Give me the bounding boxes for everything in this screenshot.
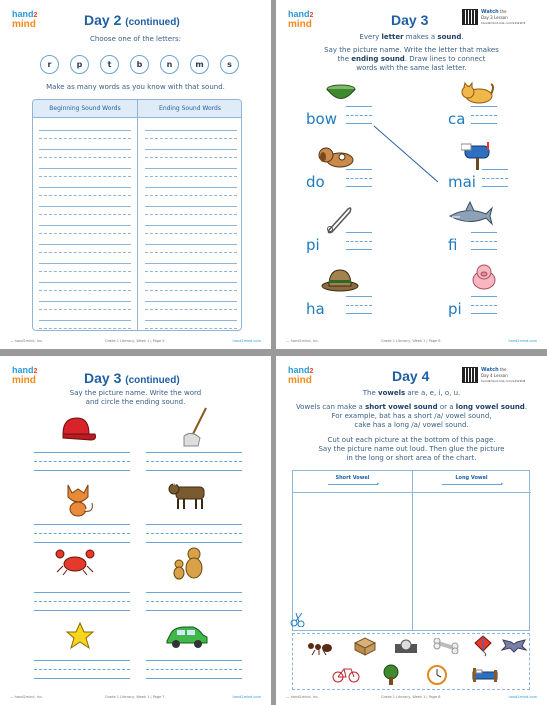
pig-image bbox=[469, 262, 499, 292]
writing-guide-line bbox=[145, 214, 237, 215]
writing-guide-line bbox=[34, 533, 130, 534]
writing-guide-line bbox=[146, 669, 242, 670]
ox-image bbox=[168, 479, 212, 511]
bone-image bbox=[433, 638, 459, 654]
bowl-image bbox=[325, 82, 357, 104]
page-day2-continued bbox=[0, 0, 271, 349]
vowel-sort-chart bbox=[292, 470, 530, 631]
cut-out-pictures bbox=[292, 633, 530, 690]
shark-image bbox=[448, 200, 494, 228]
letter-choice[interactable]: b bbox=[130, 55, 149, 74]
page-title: Day 4 bbox=[392, 368, 430, 384]
writing-line[interactable] bbox=[146, 592, 242, 593]
writing-guide-line bbox=[346, 305, 372, 306]
word-stem: ca bbox=[448, 110, 466, 128]
writing-guide-line bbox=[39, 290, 131, 291]
letter-choice[interactable]: t bbox=[100, 55, 119, 74]
qr-code-icon bbox=[462, 367, 478, 383]
instruction: Choose one of the letters: bbox=[90, 35, 181, 43]
writing-guide-line bbox=[39, 157, 131, 158]
letter-choice[interactable]: r bbox=[40, 55, 59, 74]
column-header: Beginning Sound Words bbox=[33, 100, 137, 118]
word-stem: mai bbox=[448, 173, 476, 191]
instruction: Make as many words as you know with that sound. bbox=[46, 83, 225, 91]
writing-line[interactable] bbox=[39, 187, 131, 188]
writing-line[interactable] bbox=[145, 320, 237, 321]
instruction: Say the picture name out loud. Then glue the picture bbox=[318, 445, 505, 453]
writing-line[interactable] bbox=[39, 130, 131, 131]
writing-line[interactable] bbox=[145, 149, 237, 150]
writing-guide-line bbox=[145, 138, 237, 139]
writing-guide-line bbox=[471, 115, 497, 116]
answer-blank[interactable] bbox=[471, 232, 497, 233]
writing-line[interactable] bbox=[145, 187, 237, 188]
writing-base-line bbox=[34, 542, 130, 543]
hand2mind-logo: hand2 mind bbox=[288, 9, 314, 30]
writing-base-line bbox=[146, 610, 242, 611]
writing-guide-line bbox=[145, 252, 237, 253]
letter-choice[interactable]: s bbox=[220, 55, 239, 74]
hand2mind-logo: hand2 mind bbox=[12, 365, 38, 386]
writing-line[interactable] bbox=[34, 524, 130, 525]
writing-base-line bbox=[146, 470, 242, 471]
writing-guide-line bbox=[39, 328, 131, 329]
writing-line[interactable] bbox=[39, 225, 131, 226]
writing-guide-line bbox=[39, 271, 131, 272]
hand2mind-logo: hand2 mind bbox=[12, 9, 38, 30]
writing-line[interactable] bbox=[34, 452, 130, 453]
safety-pin-image bbox=[324, 204, 354, 234]
writing-base-line bbox=[346, 186, 372, 187]
fox-image bbox=[62, 481, 96, 517]
connecting-line bbox=[372, 124, 442, 186]
writing-line[interactable] bbox=[39, 320, 131, 321]
writing-line[interactable] bbox=[146, 524, 242, 525]
bed-image bbox=[471, 664, 499, 684]
writing-guide-line bbox=[346, 115, 372, 116]
instruction: cake has a long /a/ vowel sound. bbox=[354, 421, 469, 429]
writing-guide-line bbox=[39, 252, 131, 253]
instruction: and circle the ending sound. bbox=[85, 398, 186, 406]
page-footer: — hand2mind, Inc. Grade 1 Literacy, Week 1 | Page 5 hand2mind.com bbox=[10, 339, 261, 343]
word-stem: pi bbox=[448, 300, 462, 318]
letter-choice[interactable]: m bbox=[190, 55, 209, 74]
word-stem: bow bbox=[306, 110, 337, 128]
writing-base-line bbox=[471, 313, 497, 314]
scissors-icon bbox=[290, 611, 306, 627]
writing-line[interactable] bbox=[145, 130, 237, 131]
answer-blank[interactable] bbox=[471, 296, 497, 297]
writing-line[interactable] bbox=[145, 263, 237, 264]
writing-line[interactable] bbox=[34, 592, 130, 593]
column-header: Long Vowel ▸ bbox=[412, 471, 531, 493]
kite-image bbox=[473, 635, 493, 657]
writing-line[interactable] bbox=[145, 225, 237, 226]
instruction: For example, bat has a short /a/ vowel sound, bbox=[331, 412, 492, 420]
writing-guide-line bbox=[34, 669, 130, 670]
page-day3-continued bbox=[0, 356, 271, 705]
instruction: Say the picture name. Write the letter that makes bbox=[324, 46, 499, 54]
writing-line[interactable] bbox=[146, 452, 242, 453]
word-stem: pi bbox=[306, 236, 320, 254]
sound-words-table bbox=[32, 99, 242, 331]
writing-guide-line bbox=[471, 305, 497, 306]
writing-guide-line bbox=[346, 241, 372, 242]
writing-line[interactable] bbox=[145, 168, 237, 169]
writing-base-line bbox=[482, 186, 508, 187]
writing-line[interactable] bbox=[145, 206, 237, 207]
word-stem: ha bbox=[306, 300, 325, 318]
watch-lesson-link[interactable]: Watch the Day 3 Lesson hand2mind-link.com/L1W1D3 bbox=[481, 9, 526, 25]
writing-guide-line bbox=[145, 157, 237, 158]
instruction: words with the same last letter. bbox=[356, 64, 467, 72]
page-title: Day 3 (continued) bbox=[84, 370, 180, 386]
writing-line[interactable] bbox=[145, 244, 237, 245]
writing-guide-line bbox=[39, 138, 131, 139]
writing-line[interactable] bbox=[34, 660, 130, 661]
writing-base-line bbox=[471, 123, 497, 124]
writing-line[interactable] bbox=[145, 301, 237, 302]
bat-image bbox=[501, 638, 527, 654]
qr-code-icon bbox=[462, 9, 478, 25]
writing-base-line bbox=[34, 678, 130, 679]
car-image bbox=[163, 623, 209, 651]
writing-guide-line bbox=[146, 533, 242, 534]
box-image bbox=[353, 636, 377, 656]
word-stem: fi bbox=[448, 236, 458, 254]
instruction: in the long or short area of the chart. bbox=[346, 454, 477, 462]
column-header: Short Vowel ▸ bbox=[293, 471, 412, 493]
writing-guide-line bbox=[346, 178, 372, 179]
page-footer: — hand2mind, Inc. Grade 1 Literacy, Week 1 | Page 8 hand2mind.com bbox=[286, 695, 537, 699]
word-stem: do bbox=[306, 173, 325, 191]
writing-base-line bbox=[34, 610, 130, 611]
dog-image bbox=[316, 143, 356, 169]
writing-base-line bbox=[346, 249, 372, 250]
mailbox-image bbox=[461, 140, 497, 170]
tape-image bbox=[393, 637, 419, 655]
column-header: Ending Sound Words bbox=[137, 100, 242, 118]
star-image bbox=[65, 621, 95, 651]
writing-guide-line bbox=[34, 461, 130, 462]
page-title: Day 2 (continued) bbox=[84, 12, 180, 28]
instruction: the ending sound. Draw lines to connect bbox=[337, 55, 486, 63]
instruction: Every letter makes a sound. bbox=[359, 33, 464, 41]
writing-guide-line bbox=[482, 178, 508, 179]
writing-guide-line bbox=[39, 195, 131, 196]
ant-image bbox=[307, 638, 333, 656]
page-day4 bbox=[276, 356, 547, 705]
writing-line[interactable] bbox=[39, 282, 131, 283]
writing-base-line bbox=[346, 123, 372, 124]
cat-image bbox=[461, 82, 495, 106]
writing-guide-line bbox=[39, 309, 131, 310]
mop-image bbox=[180, 406, 210, 448]
answer-blank[interactable] bbox=[346, 169, 372, 170]
page-title: Day 3 bbox=[391, 12, 429, 28]
writing-base-line bbox=[471, 249, 497, 250]
clock-image bbox=[425, 662, 449, 686]
writing-line[interactable] bbox=[39, 168, 131, 169]
writing-line[interactable] bbox=[145, 282, 237, 283]
writing-guide-line bbox=[34, 601, 130, 602]
answer-blank[interactable] bbox=[346, 232, 372, 233]
writing-guide-line bbox=[146, 461, 242, 462]
writing-guide-line bbox=[39, 233, 131, 234]
hat-image bbox=[320, 265, 360, 293]
writing-line[interactable] bbox=[146, 660, 242, 661]
writing-guide-line bbox=[145, 328, 237, 329]
letter-choice[interactable]: p bbox=[70, 55, 89, 74]
writing-guide-line bbox=[471, 241, 497, 242]
writing-line[interactable] bbox=[39, 263, 131, 264]
letter-choice[interactable]: n bbox=[160, 55, 179, 74]
writing-line[interactable] bbox=[39, 149, 131, 150]
answer-blank[interactable] bbox=[346, 106, 372, 107]
answer-blank[interactable] bbox=[471, 106, 497, 107]
writing-line[interactable] bbox=[39, 244, 131, 245]
answer-blank[interactable] bbox=[482, 169, 508, 170]
page-footer: — hand2mind, Inc. Grade 1 Literacy, Week 1 | Page 7 hand2mind.com bbox=[10, 695, 261, 699]
hand2mind-logo: hand2 mind bbox=[288, 365, 314, 386]
writing-guide-line bbox=[145, 290, 237, 291]
bears-image bbox=[172, 544, 206, 580]
writing-line[interactable] bbox=[39, 301, 131, 302]
page-day3 bbox=[276, 0, 547, 349]
tree-image bbox=[381, 664, 401, 686]
page-footer: — hand2mind, Inc. Grade 1 Literacy, Week 1 | Page 6 hand2mind.com bbox=[286, 339, 537, 343]
writing-guide-line bbox=[145, 271, 237, 272]
writing-guide-line bbox=[145, 176, 237, 177]
writing-line[interactable] bbox=[39, 206, 131, 207]
writing-guide-line bbox=[39, 176, 131, 177]
instruction: Cut out each picture at the bottom of this page. bbox=[327, 436, 496, 444]
writing-base-line bbox=[146, 678, 242, 679]
bike-image bbox=[331, 664, 361, 684]
writing-guide-line bbox=[145, 233, 237, 234]
instruction: The vowels are a, e, i, o, u. bbox=[362, 389, 461, 397]
answer-blank[interactable] bbox=[346, 296, 372, 297]
crab-image bbox=[55, 546, 95, 576]
writing-base-line bbox=[346, 313, 372, 314]
instruction: Say the picture name. Write the word bbox=[69, 389, 202, 397]
writing-guide-line bbox=[145, 309, 237, 310]
writing-base-line bbox=[146, 542, 242, 543]
cap-image bbox=[57, 416, 97, 442]
writing-guide-line bbox=[145, 195, 237, 196]
watch-lesson-link[interactable]: Watch the Day 4 Lesson hand2mind-link.com/L1W1D4 bbox=[481, 367, 526, 383]
writing-guide-line bbox=[39, 214, 131, 215]
writing-guide-line bbox=[146, 601, 242, 602]
instruction: Vowels can make a short vowel sound or a long vowel sound. bbox=[295, 403, 528, 411]
writing-base-line bbox=[34, 470, 130, 471]
